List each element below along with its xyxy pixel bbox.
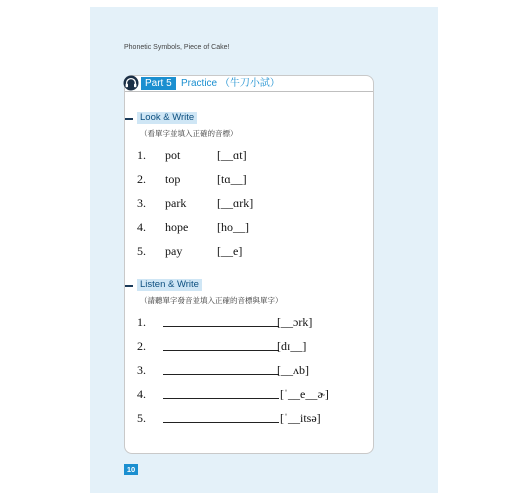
item-number: 1.: [137, 148, 146, 162]
item-phonetic: [__ɑrk]: [217, 196, 254, 210]
answer-blank[interactable]: [163, 326, 279, 327]
item-word: pay: [165, 244, 183, 258]
answer-blank[interactable]: [163, 398, 279, 399]
item-number: 4.: [137, 387, 146, 401]
item-word: pot: [165, 148, 181, 162]
section-instruction: （請聽單字發音並填入正確的音標與單字）: [140, 296, 283, 305]
answer-blank[interactable]: [163, 350, 279, 351]
item-phonetic: [tɑ__]: [217, 172, 247, 186]
item-word: park: [165, 196, 187, 210]
item-phonetic: [__ʌb]: [277, 363, 309, 377]
page-number: 10: [124, 464, 138, 475]
item-number: 1.: [137, 315, 146, 329]
item-number: 4.: [137, 220, 146, 234]
item-number: 3.: [137, 196, 146, 210]
item-word: hope: [165, 220, 189, 234]
headphones-icon: [123, 75, 139, 91]
running-header: Phonetic Symbols, Piece of Cake!: [124, 44, 230, 51]
item-number: 2.: [137, 339, 146, 353]
item-number: 5.: [137, 244, 146, 258]
item-phonetic: [dɪ__]: [277, 339, 307, 353]
item-phonetic: [__ɔrk]: [277, 315, 313, 329]
item-phonetic: [__ɑt]: [217, 148, 247, 162]
answer-blank[interactable]: [163, 422, 279, 423]
item-phonetic: [ˈ__e__ɚ]: [280, 387, 329, 401]
item-number: 5.: [137, 411, 146, 425]
item-word: top: [165, 172, 181, 186]
part-title: Practice （牛刀小試）: [181, 78, 280, 89]
section-instruction: （看單字並填入正確的音標）: [140, 129, 238, 138]
section-title: Look & Write: [137, 112, 197, 124]
item-phonetic: [ho__]: [217, 220, 249, 234]
book-page: [90, 7, 438, 493]
item-number: 2.: [137, 172, 146, 186]
item-number: 3.: [137, 363, 146, 377]
section-marker: [125, 285, 133, 287]
section-title: Listen & Write: [137, 279, 202, 291]
answer-blank[interactable]: [163, 374, 279, 375]
item-phonetic: [__e]: [217, 244, 243, 258]
part-header: [125, 76, 373, 92]
part-label: Part 5: [141, 77, 176, 90]
section-marker: [125, 118, 133, 120]
exercise-box: [124, 75, 374, 454]
item-phonetic: [ˈ__itsə]: [280, 411, 321, 425]
